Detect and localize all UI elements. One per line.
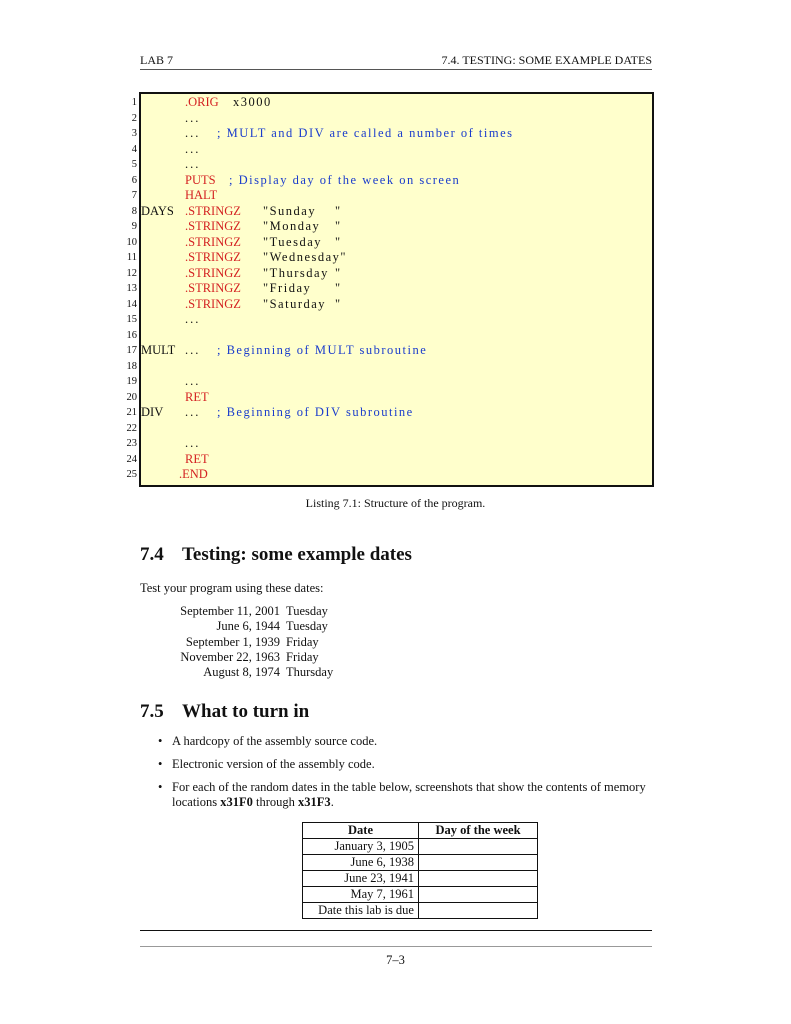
code-operand: "Monday bbox=[263, 219, 321, 233]
section-heading-7-5 bbox=[140, 701, 309, 723]
code-line bbox=[141, 343, 651, 359]
code-line bbox=[141, 467, 651, 483]
table-row bbox=[303, 887, 538, 903]
memory-address: x31F3 bbox=[298, 795, 331, 809]
code-ellipsis: ... bbox=[185, 141, 201, 156]
code-operand: "Thursday bbox=[263, 265, 329, 280]
date-value: November 22, 1963 bbox=[180, 649, 280, 664]
date-value: September 1, 1939 bbox=[185, 634, 280, 649]
code-line bbox=[141, 421, 651, 437]
list-item-text: Electronic version of the assembly code. bbox=[172, 757, 375, 771]
intro-text: Test your program using these dates: bbox=[140, 581, 324, 595]
section-number: 7.4 bbox=[140, 544, 164, 565]
page-number: 7–3 bbox=[386, 953, 405, 967]
listing-caption: Listing 7.1: Structure of the program. bbox=[305, 496, 486, 510]
section-heading-7-4 bbox=[140, 544, 412, 566]
code-line bbox=[141, 126, 651, 142]
date-row bbox=[140, 665, 440, 680]
footer-rule bbox=[140, 930, 652, 931]
line-number: 21 bbox=[126, 407, 137, 418]
header-section: 7.4. TESTING: SOME EXAMPLE DATES bbox=[441, 53, 652, 67]
footer-rule-light bbox=[140, 946, 652, 947]
line-number: 6 bbox=[131, 174, 137, 186]
section-number: 7.5 bbox=[140, 701, 164, 722]
code-keyword: .STRINGZ bbox=[185, 234, 241, 249]
day-value: Tuesday bbox=[286, 604, 328, 618]
code-line bbox=[141, 111, 651, 127]
code-operand-quote: " bbox=[335, 219, 341, 233]
code-keyword: .STRINGZ bbox=[185, 203, 241, 218]
table-header-row bbox=[303, 823, 538, 839]
date-row bbox=[140, 650, 440, 665]
line-number: 16 bbox=[126, 329, 137, 341]
line-number: 12 bbox=[126, 267, 137, 279]
code-line bbox=[141, 235, 651, 251]
bullet-icon: • bbox=[158, 734, 163, 748]
line-number: 23 bbox=[126, 438, 137, 449]
table-cell-day bbox=[419, 903, 538, 919]
date-value: August 8, 1974 bbox=[203, 665, 280, 680]
code-keyword: RET bbox=[185, 389, 209, 404]
code-ellipsis: ... bbox=[185, 126, 201, 140]
line-numbers bbox=[112, 95, 137, 483]
date-row bbox=[140, 604, 440, 619]
day-value: Friday bbox=[286, 634, 319, 649]
day-value: Thursday bbox=[286, 665, 334, 680]
line-number: 14 bbox=[126, 298, 137, 310]
line-number: 13 bbox=[126, 283, 137, 294]
code-comment: ; MULT and DIV are called a number of times bbox=[217, 126, 514, 140]
table-cell-day bbox=[419, 871, 538, 887]
line-number: 24 bbox=[126, 453, 137, 465]
code-line bbox=[141, 250, 651, 266]
code-line bbox=[141, 188, 651, 204]
code-keyword: .STRINGZ bbox=[185, 296, 241, 311]
table-row bbox=[303, 903, 538, 919]
line-number: 22 bbox=[126, 422, 137, 434]
code-operand-quote: " bbox=[335, 296, 341, 311]
table-cell-date: June 6, 1938 bbox=[303, 855, 419, 871]
code-operand-quote: " bbox=[335, 234, 341, 249]
line-number: 17 bbox=[126, 345, 137, 356]
line-number: 4 bbox=[131, 143, 137, 155]
date-row bbox=[140, 635, 440, 650]
table-cell-day bbox=[419, 887, 538, 903]
code-ellipsis: ... bbox=[185, 110, 201, 125]
code-line bbox=[141, 328, 651, 344]
list-item-text: A hardcopy of the assembly source code. bbox=[172, 734, 378, 748]
bullet-icon: • bbox=[158, 757, 163, 771]
table-row bbox=[303, 839, 538, 855]
line-number: 19 bbox=[126, 376, 137, 387]
code-line bbox=[141, 95, 651, 111]
list-item bbox=[158, 734, 653, 749]
code-label: DAYS bbox=[141, 203, 174, 218]
code-line bbox=[141, 219, 651, 235]
line-number: 15 bbox=[126, 314, 137, 325]
list-item bbox=[158, 780, 653, 810]
line-number: 20 bbox=[126, 391, 137, 403]
code-operand-quote: " bbox=[335, 203, 341, 218]
line-number: 25 bbox=[126, 469, 137, 480]
list-item-text: through bbox=[252, 795, 299, 809]
code-line bbox=[141, 312, 651, 328]
day-value: Friday bbox=[286, 649, 319, 664]
code-comment: ; Beginning of MULT subroutine bbox=[217, 343, 428, 357]
code-line bbox=[141, 297, 651, 313]
code-operand-quote: " bbox=[335, 265, 341, 280]
column-header-date: Date bbox=[303, 823, 419, 839]
line-number: 3 bbox=[131, 128, 137, 139]
code-line bbox=[141, 142, 651, 158]
day-value: Tuesday bbox=[286, 619, 328, 634]
memory-address: x31F0 bbox=[220, 795, 253, 809]
line-number: 18 bbox=[126, 360, 137, 372]
code-line bbox=[141, 204, 651, 220]
code-ellipsis: ... bbox=[185, 374, 201, 388]
line-number: 2 bbox=[131, 112, 137, 124]
code-operand: "Sunday bbox=[263, 203, 317, 218]
running-header bbox=[140, 53, 652, 70]
table-cell-date: May 7, 1961 bbox=[303, 887, 419, 903]
date-value: September 11, 2001 bbox=[180, 604, 280, 618]
code-keyword: RET bbox=[185, 451, 209, 466]
line-number: 10 bbox=[126, 236, 137, 248]
code-line bbox=[141, 281, 651, 297]
code-ellipsis: ... bbox=[185, 405, 201, 419]
table-cell-day bbox=[419, 839, 538, 855]
code-line bbox=[141, 157, 651, 173]
line-number: 1 bbox=[131, 97, 137, 108]
code-keyword: PUTS bbox=[185, 172, 216, 187]
date-value: June 6, 1944 bbox=[216, 619, 280, 634]
code-label: MULT bbox=[141, 343, 176, 357]
bullet-icon: • bbox=[158, 780, 163, 794]
code-ellipsis: ... bbox=[185, 436, 201, 450]
code-keyword: .STRINGZ bbox=[185, 250, 241, 264]
code-line bbox=[141, 405, 651, 421]
code-keyword: .ORIG bbox=[185, 95, 219, 109]
code-operand: "Saturday bbox=[263, 296, 327, 311]
line-number: 11 bbox=[126, 252, 137, 263]
code-line bbox=[141, 374, 651, 390]
code-line bbox=[141, 452, 651, 468]
code-line bbox=[141, 359, 651, 375]
table-cell-date: Date this lab is due bbox=[303, 903, 419, 919]
table-cell-date: June 23, 1941 bbox=[303, 871, 419, 887]
dates-table bbox=[302, 822, 538, 919]
code-operand-quote: " bbox=[335, 281, 341, 295]
code-keyword: .STRINGZ bbox=[185, 281, 241, 295]
code-label: DIV bbox=[141, 405, 164, 419]
code-comment: ; Beginning of DIV subroutine bbox=[217, 405, 414, 419]
date-row bbox=[140, 619, 440, 634]
table-cell-day bbox=[419, 855, 538, 871]
code-ellipsis: ... bbox=[185, 343, 201, 357]
list-item bbox=[158, 757, 653, 772]
code-keyword: .STRINGZ bbox=[185, 219, 241, 233]
code-line bbox=[141, 266, 651, 282]
code-ellipsis: ... bbox=[185, 312, 201, 326]
code-keyword: .STRINGZ bbox=[185, 265, 241, 280]
code-comment: ; Display day of the week on screen bbox=[229, 172, 461, 187]
example-dates-list bbox=[140, 604, 440, 680]
column-header-day: Day of the week bbox=[419, 823, 538, 839]
list-item-text: . bbox=[330, 795, 334, 809]
table-row bbox=[303, 855, 538, 871]
line-number: 9 bbox=[131, 221, 137, 232]
code-operand: x3000 bbox=[233, 95, 272, 109]
turn-in-list bbox=[158, 734, 653, 818]
list-item-text: For each of the random dates in the table below, screenshots that show the contents of memory locations bbox=[172, 780, 646, 809]
code-line bbox=[141, 436, 651, 452]
code-operand: "Tuesday bbox=[263, 234, 323, 249]
code-line bbox=[141, 390, 651, 406]
line-number: 5 bbox=[131, 159, 137, 170]
table-row bbox=[303, 871, 538, 887]
code-lines bbox=[141, 95, 651, 483]
code-line bbox=[141, 173, 651, 189]
line-number: 8 bbox=[131, 205, 137, 217]
table-cell-date: January 3, 1905 bbox=[303, 839, 419, 855]
code-ellipsis: ... bbox=[185, 157, 201, 171]
code-keyword: HALT bbox=[185, 188, 218, 202]
line-number: 7 bbox=[131, 190, 137, 201]
section-title: What to turn in bbox=[182, 701, 310, 722]
header-lab: LAB 7 bbox=[140, 53, 173, 67]
code-operand: "Friday bbox=[263, 281, 312, 295]
code-operand: "Wednesday" bbox=[263, 250, 348, 264]
section-title: Testing: some example dates bbox=[182, 544, 412, 565]
code-keyword: .END bbox=[179, 467, 208, 481]
